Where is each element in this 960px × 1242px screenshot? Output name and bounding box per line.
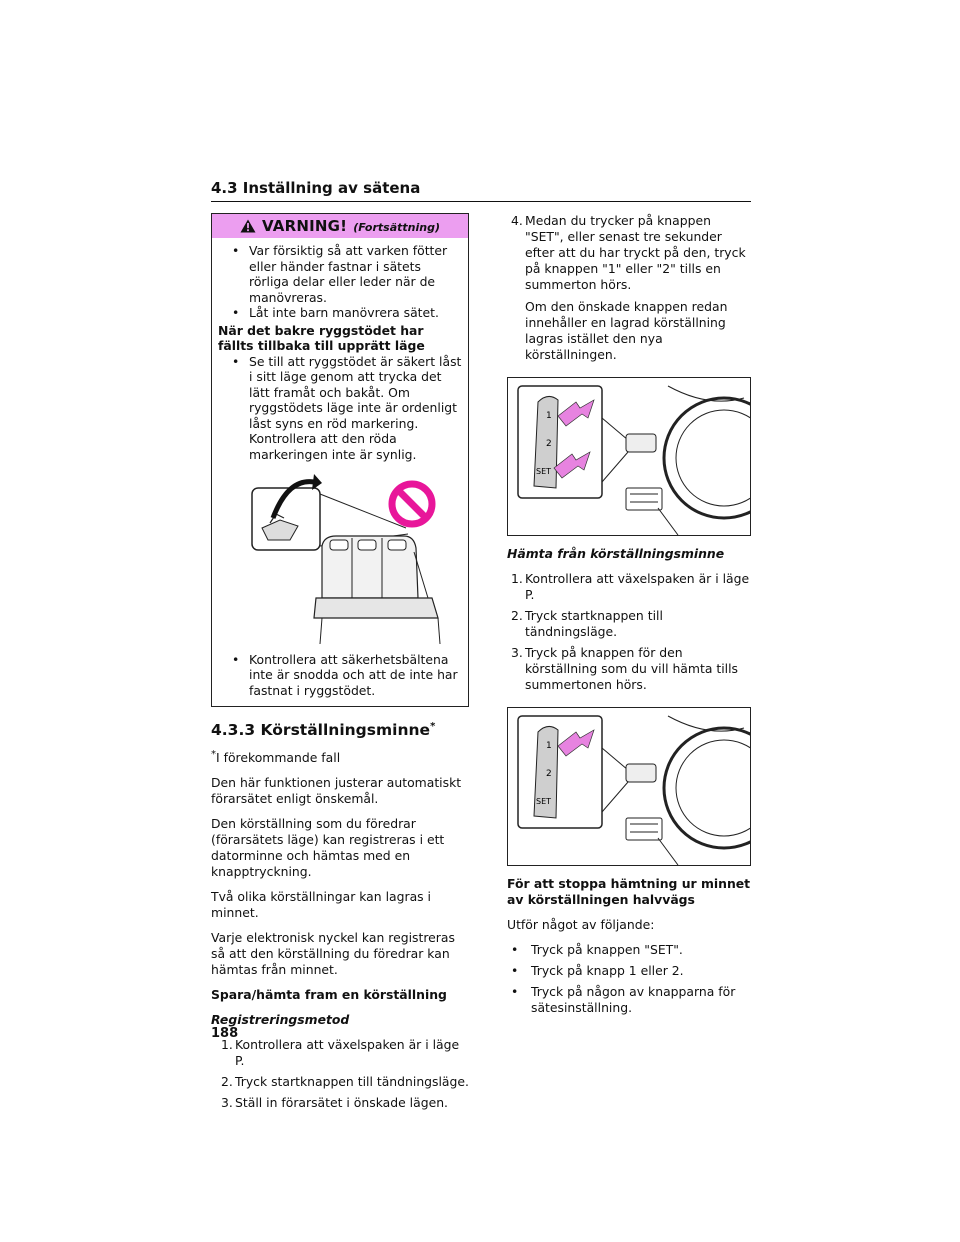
method-title: Registreringsmetod [211, 1012, 350, 1028]
warning-header [212, 214, 468, 238]
section-heading [211, 721, 469, 739]
left-column [211, 213, 469, 1116]
stop-bullet: • Tryck på knapp 1 eller 2. [511, 963, 684, 978]
step: 2. Tryck startknappen till tändningsläge. [221, 1074, 469, 1090]
section-title: Körställningsminne [260, 721, 431, 740]
step: 3. Tryck på knappen för den körställning som du vill hämta tills summertonen hörs. [511, 645, 739, 692]
button-2-label: 2 [546, 439, 552, 449]
warning-bullet: • Se till att ryggstödet är säkert låst i sitt läge genom att trycka det lätt framåt och bakåt. Om ryggstödets läge inte är ordenligt låst syns en röd markering. Kontrollera att den röda markeringen inte är synlig. [232, 353, 462, 462]
step: 3. Ställ in förarsätet i önskade lägen. [221, 1095, 448, 1111]
stop-bullet: • Tryck på någon av knapparna för sätesinställning. [511, 984, 736, 1015]
memory-buttons-figure-1 [507, 377, 751, 536]
warning-subheading: När det bakre ryggstödet har fällts tillbaka till upprätt läge [218, 322, 425, 353]
header-rule [211, 201, 751, 202]
footnote: *I förekommande fall [211, 749, 341, 766]
button-1-label: 1 [546, 411, 552, 421]
header-title: 4.3 Inställning av sätena [211, 179, 421, 197]
running-header [211, 179, 751, 202]
warning-bullet: • Var försiktig så att varken fötter eller händer fastnar i sätets rörliga delar eller leder när de manövreras. [232, 243, 448, 305]
section-number: 4.3.3 [211, 721, 256, 740]
warning-box [211, 213, 469, 707]
stop-heading: För att stoppa hämtning ur minnet av körställningen halvvägs [507, 876, 751, 907]
stop-bullet: • Tryck på knappen "SET". [511, 942, 683, 957]
paragraph: Den här funktionen justerar automatiskt förarsätet enligt önskemål. [211, 775, 462, 807]
recall-title: Hämta från körställningsminne [507, 546, 725, 561]
rear-seat-illustration [218, 468, 462, 648]
step: 4. Medan du trycker på knappen "SET", eller senast tre sekunder efter att du har tryckt på den, tryck på knappen "1" eller "2" tills en summerton hörs. [511, 213, 746, 292]
memory-buttons-figure-2 [507, 707, 751, 866]
warning-bullet: • Kontrollera att säkerhetsbältena inte är snodda och att de inte har fastnat i ryggstödet. [232, 651, 458, 698]
warning-subtitle: (Fortsättning) [353, 221, 440, 234]
subheading: Spara/hämta fram en körställning [211, 987, 447, 1003]
warning-bullet: • Låt inte barn manövrera sätet. [232, 305, 439, 320]
step-note: Om den önskade knappen redan innehåller en lagrad körställning lagras istället den nya körställningen. [525, 299, 728, 362]
paragraph: Varje elektronisk nyckel kan registreras så att den körställning du föredrar kan hämtas från minnet. [211, 930, 455, 978]
stop-intro: Utför något av följande: [507, 917, 655, 932]
right-column [507, 213, 751, 1021]
button-1-label: 1 [546, 741, 552, 751]
step: 2. Tryck startknappen till tändningsläge. [511, 608, 663, 639]
set-button-label: SET [536, 797, 552, 806]
paragraph: Två olika körställningar kan lagras i minnet. [211, 889, 431, 921]
warning-title: VARNING! [262, 217, 348, 235]
warning-triangle-icon [240, 219, 256, 233]
section-asterisk: * [430, 721, 436, 732]
button-2-label: 2 [546, 769, 552, 779]
warning-body [212, 238, 468, 706]
paragraph: Den körställning som du föredrar (förarsätets läge) kan registreras i ett datorminne och hämtas med en knapptryckning. [211, 816, 445, 880]
set-button-label: SET [536, 467, 552, 476]
page-number: 188 [211, 1026, 239, 1041]
step: 1. Kontrollera att växelspaken är i läge P. [511, 571, 750, 602]
step: 1. Kontrollera att växelspaken är i läge P. [221, 1037, 460, 1069]
